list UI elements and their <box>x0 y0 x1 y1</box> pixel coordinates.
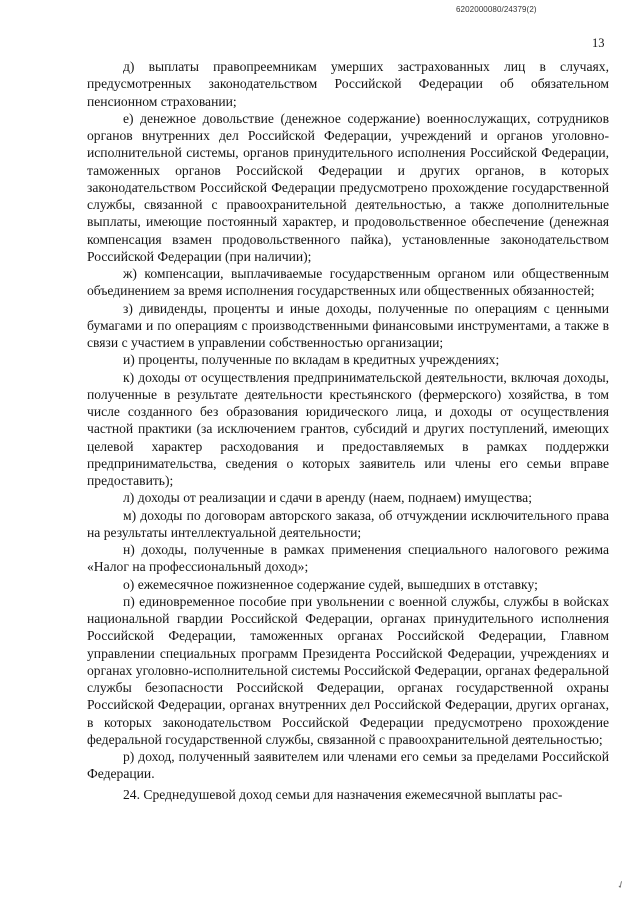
item-r: р) доход, полученный заявителем или членами его семьи за пределами Российской Федерации. <box>87 749 609 782</box>
item-k: к) доходы от осуществления предпринимательской деятельности, включая доходы, полученные в результате деятельности крестьянского (фермерского) хозяйства, в том числе созданного без образования юридического лица, и доходы от осуществления частной практики (за исключением грантов, субсидий и других поступлений, имеющих целевой характер расходования и предоставляемых в рамках поддержки предпринимательства, сведения о которых заявитель или члены его семьи вправе предоставить); <box>87 369 609 488</box>
scan-mark-icon: ✓ <box>615 878 628 893</box>
document-body <box>87 58 609 803</box>
item-l: л) доходы от реализации и сдачи в аренду (наем, поднаем) имущества; <box>123 490 532 506</box>
item-m: м) доходы по договорам авторского заказа, об отчуждении исключительного права на результаты интеллектуальной деятельности; <box>87 507 609 540</box>
item-d: д) выплаты правопреемникам умерших застрахованных лиц в случаях, предусмотренных законодательством Российской Федерации об обязательном пенсионном страховании; <box>87 59 609 109</box>
page-number: 13 <box>592 36 605 50</box>
item-zh: ж) компенсации, выплачиваемые государственным органом или общественным объединением за время исполнения государственных или общественных обязанностей; <box>87 266 609 299</box>
document-code: 6202000080/24379(2) <box>456 5 537 14</box>
item-n: н) доходы, полученные в рамках применения специального налогового режима «Налог на профессиональный доход»; <box>87 542 609 575</box>
section-24: 24. Среднедушевой доход семьи для назначения ежемесячной выплаты рас- <box>123 786 563 802</box>
item-p: п) единовременное пособие при увольнении с военной службы, службы в войсках национальной гвардии Российской Федерации, органах принудительного исполнения Российской Федерации, таможенных органах Российской Федерации, Главном управлении специальных программ Президента Российской Федерации, учреждениях и органах уголовно-исполнительной системы Российской Федерации, органах федеральной службы безопасности Российской Федерации, органах государственной охраны Российской Федерации, органах внутренних дел Российской Федерации, других органах, в которых законодательством Российской Федерации предусмотрено прохождение федеральной государственной службы, связанной с правоохранительной деятельностью; <box>87 593 609 747</box>
item-e: е) денежное довольствие (денежное содержание) военнослужащих, сотрудников органов внутренних дел Российской Федерации, учреждений и органов уголовно-исполнительной системы, органов принудительного исполнения Российской Федерации, таможенных органов Российской Федерации и других органов, в которых законодательством Российской Федерации предусмотрено прохождение государственной службы, связанной с правоохранительной деятельностью, а также дополнительные выплаты, имеющие постоянный характер, и продовольственное обеспечение (денежная компенсация взамен продовольственного пайка), установленные законодательством Российской Федерации (при наличии); <box>87 110 609 264</box>
item-i: и) проценты, полученные по вкладам в кредитных учреждениях; <box>123 352 500 368</box>
item-o: о) ежемесячное пожизненное содержание судей, вышедших в отставку; <box>123 576 538 592</box>
item-z: з) дивиденды, проценты и иные доходы, полученные по операциям с ценными бумагами и по операциям с производственными финансовыми инструментами, а также в связи с участием в управлении собственностью организации; <box>87 300 609 350</box>
